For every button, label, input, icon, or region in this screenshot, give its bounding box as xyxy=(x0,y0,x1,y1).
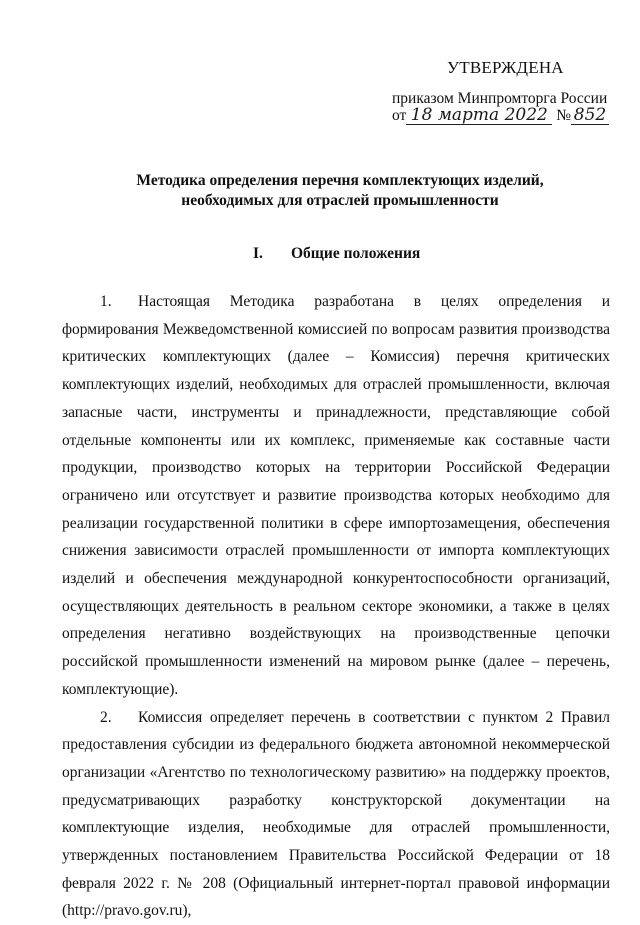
document-title-line-1: Методика определения перечня комплектующих изделий, xyxy=(136,172,544,189)
document-title-line-2: необходимых для отраслей промышленности xyxy=(181,192,499,209)
document-body xyxy=(62,288,610,925)
approved-title: УТВЕРЖДЕНА xyxy=(447,58,564,77)
number-prefix: № xyxy=(556,107,571,124)
date-handwritten-field xyxy=(406,107,552,125)
order-date-line xyxy=(392,107,609,125)
paragraph-number: 2. xyxy=(100,708,112,726)
number-handwritten-field xyxy=(571,107,609,125)
paragraph-1 xyxy=(62,288,610,704)
order-reference: приказом Минпромторга России xyxy=(392,90,608,107)
paragraph-2 xyxy=(62,704,610,925)
paragraph-number: 1. xyxy=(100,293,112,310)
section-title: Общие положения xyxy=(291,245,421,262)
paragraph-text: Комиссия определяет перечень в соответствии с пунктом 2 Правил предоставления субсидии из федерального бюджета автономной некоммерческой организации «Агентство по технологическому развитию» на поддержку проектов, предусматривающих разработку конструкторской документации на комплектующие изделия, необходимые для отраслей промышленности, утвержденных постановлением Правительства Российской Федерации от 18 февраля 2022 г. № 208 (Официальный интернет-портал правовой информации (http://pravo.gov.ru), xyxy=(62,708,610,920)
date-prefix: от xyxy=(392,107,407,124)
paragraph-text: Настоящая Методика разработана в целях определения и формирования Межведомственной комиссией по вопросам развития производства критических комплектующих (далее – Комиссия) перечня критических комплектующих изделий, необходимых для отраслей промышленности, включая запасные части, инструменты и принадлежности, представляющие собой отдельные компоненты или их комплекс, применяемые как составные части продукции, производство которых на территории Российской Федерации ограничено или отсутствует и развитие производства которых необходимо для реализации государственной политики в сфере импортозамещения, обеспечения снижения зависимости отраслей промышленности от импорта комплектующих изделий и обеспечения международной конкурентоспособности организаций, осуществляющих деятельность в реальном секторе экономики, а также в целях определения негативно воздействующих на производственные цепочки российской промышленности изменений на мировом рынке (далее – перечень, комплектующие). xyxy=(62,293,610,698)
handwritten-date: 18 марта 2022 xyxy=(410,105,548,125)
document-title xyxy=(80,171,600,211)
approval-stamp xyxy=(0,0,640,140)
section-number: I. xyxy=(253,245,263,262)
handwritten-number: 852 xyxy=(573,105,607,125)
